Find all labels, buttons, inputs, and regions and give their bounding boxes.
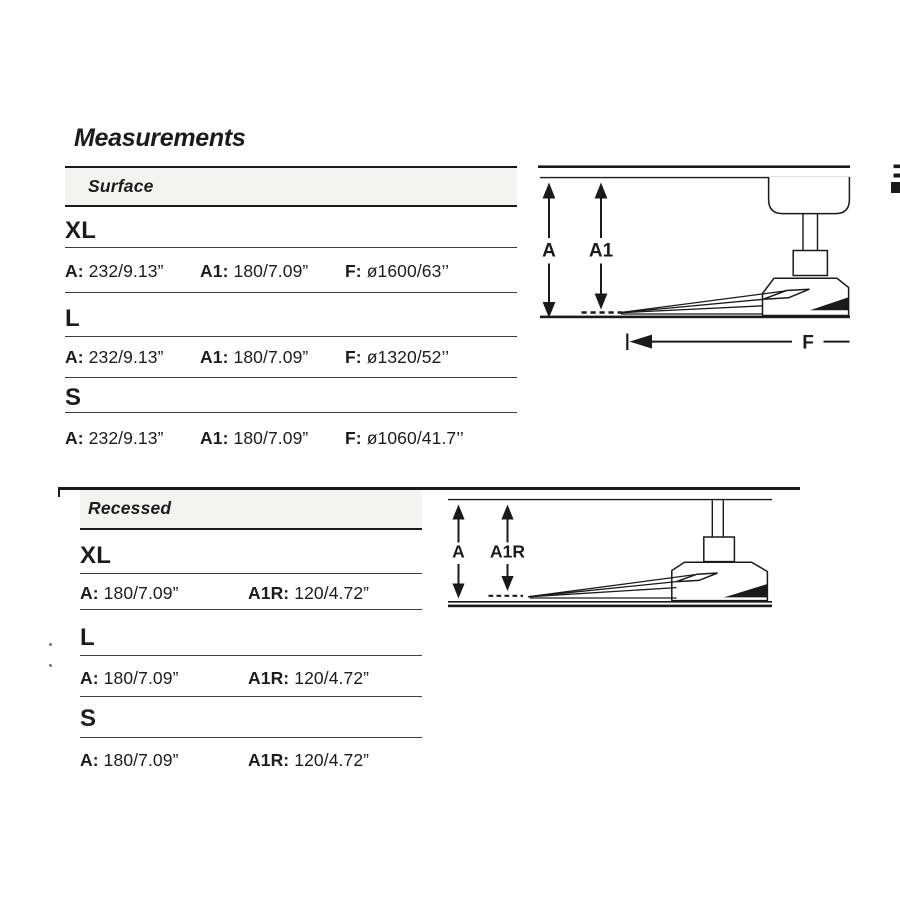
size-label: S — [65, 384, 82, 412]
surface-data-row-s — [65, 413, 517, 455]
surface-size-row-s — [65, 378, 517, 413]
dimension-arrow-a1r — [489, 505, 526, 596]
dimension-label-f: F — [802, 332, 814, 354]
spec-a1r: A1R: 120/4.72” — [248, 667, 370, 688]
dimension-label-a1r: A1R — [489, 541, 526, 562]
size-label: XL — [80, 541, 112, 569]
spec-a: A: 232/9.13” — [65, 427, 164, 448]
spec-a: A: 180/7.09” — [80, 750, 179, 770]
surface-mount-diagram — [500, 155, 900, 360]
page-edge-crop-marks — [891, 165, 900, 194]
recessed-table — [80, 490, 422, 778]
surface-size-row-xl — [65, 207, 517, 248]
spec-f: F: ø1060/41.7’’ — [345, 427, 464, 448]
dimension-arrow-a — [452, 505, 465, 599]
spec-a1r: A1R: 120/4.72” — [248, 583, 370, 603]
recessed-size-row-l — [80, 610, 422, 656]
surface-table — [65, 166, 517, 455]
recessed-mount-diagram — [440, 483, 785, 618]
ceiling-rule — [538, 165, 850, 168]
recessed-data-row-l — [80, 656, 422, 697]
divider-end-tick — [58, 490, 60, 498]
recessed-size-row-s — [80, 697, 422, 739]
spec-f: F: ø1320/52’’ — [345, 347, 450, 368]
spec-a1: A1: 180/7.09” — [200, 427, 309, 448]
dimension-label-a1: A1 — [588, 240, 614, 262]
fan-canopy — [769, 177, 850, 214]
spec-a: A: 180/7.09” — [80, 583, 179, 603]
size-label: XL — [65, 217, 97, 245]
spec-a: A: 232/9.13” — [65, 261, 164, 282]
surface-header-label: Surface — [88, 176, 154, 197]
recessed-header-label: Recessed — [88, 498, 172, 519]
spec-a1: A1: 180/7.09” — [200, 347, 309, 368]
surface-header-row — [65, 166, 517, 208]
ceiling-plane-rule — [448, 605, 772, 608]
surface-data-row-xl — [65, 248, 517, 293]
page-title: Measurements — [74, 124, 246, 152]
spec-a: A: 180/7.09” — [80, 667, 179, 688]
recessed-header-row — [80, 490, 422, 530]
print-speck — [49, 664, 53, 668]
dimension-label-a: A — [452, 541, 465, 562]
surface-size-row-l — [65, 293, 517, 337]
baseline — [540, 316, 850, 319]
spec-a1r: A1R: 120/4.72” — [248, 750, 370, 770]
fan-motor — [704, 537, 735, 562]
size-label: L — [80, 623, 95, 651]
dimension-arrow-a1 — [582, 183, 623, 313]
dimension-arrow-f — [627, 333, 849, 354]
recessed-size-row-xl — [80, 530, 422, 574]
size-label: S — [80, 705, 97, 732]
surface-data-row-l — [65, 337, 517, 379]
dimension-arrow-a — [542, 183, 556, 319]
recessed-data-row-s — [80, 738, 422, 778]
spec-a1: A1: 180/7.09” — [200, 261, 309, 282]
spec-f: F: ø1600/63’’ — [345, 261, 450, 282]
recessed-data-row-xl — [80, 574, 422, 611]
print-speck — [49, 643, 52, 646]
spec-a: A: 232/9.13” — [65, 347, 164, 368]
dimension-label-a: A — [542, 240, 556, 262]
size-label: L — [65, 304, 80, 332]
fan-motor — [793, 251, 827, 276]
